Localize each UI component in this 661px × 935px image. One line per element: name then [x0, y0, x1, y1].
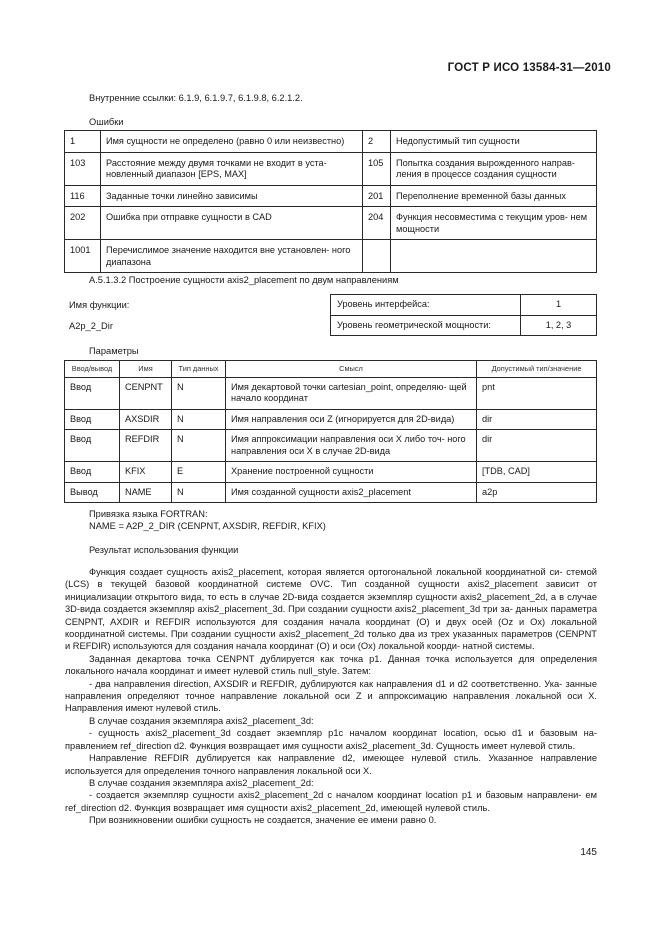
- cell: Имя аппроксимации направления оси X либо точ- ного направления оси X в случае 2D-вида: [226, 430, 477, 462]
- cell: REFDIR: [120, 430, 172, 462]
- paragraph: - создается экземпляр сущности axis2_placement_2d с началом координат location p1 и базовым направлени- ем ref_direction d2. Функция возвращает имя сущности axis2_placement_2d, имеющей нулевой стиль.: [65, 790, 597, 813]
- cell: Имя направления оси Z (игнорируется для 2D-вида): [226, 409, 477, 430]
- error-code: 201: [363, 185, 391, 207]
- col-header: Имя: [120, 361, 172, 378]
- cell: dir: [477, 430, 597, 462]
- error-text: Переполнение временной базы данных: [391, 185, 597, 207]
- error-text: Перечислимое значение находится вне установлен- ного диапазона: [101, 240, 363, 273]
- col-header: Ввод/вывод: [65, 361, 120, 378]
- parameters-table: [64, 360, 597, 503]
- error-text: Ошибка при отправке сущности в CAD: [101, 207, 363, 240]
- table-row: [65, 131, 597, 153]
- cell: [TDB, CAD]: [477, 462, 597, 483]
- error-text: Недопустимый тип сущности: [391, 131, 597, 153]
- cell: Ввод: [65, 462, 120, 483]
- cell: Хранение построенной сущности: [226, 462, 477, 483]
- cell: a2p: [477, 482, 597, 503]
- table-row: [65, 462, 597, 483]
- cell: dir: [477, 409, 597, 430]
- interface-level-table: [330, 294, 597, 336]
- cell: Имя декартовой точки cartesian_point, определяю- щей начало координат: [226, 377, 477, 409]
- errors-heading: Ошибки: [89, 117, 124, 127]
- fortran-code: NAME = A2P_2_DIR (CENPNT, AXSDIR, REFDIR, KFIX): [89, 521, 326, 531]
- table-row: [65, 377, 597, 409]
- cell: N: [172, 430, 226, 462]
- cell: pnt: [477, 377, 597, 409]
- cell: Ввод: [65, 377, 120, 409]
- table-row: [65, 430, 597, 462]
- cell: Ввод: [65, 409, 120, 430]
- paragraph: - сущность axis2_placement_3d создает экземпляр p1c началом координат location, осью d1 и базовым на- правлением ref_direction d2. Функция возвращает имя сущности axis2_placement_3d. Сущность имеет нулевой стиль.: [65, 728, 597, 751]
- geom-level-label: Уровень геометрической мощности:: [331, 315, 521, 336]
- paragraph: В случае создания экземпляра axis2_placement_3d:: [89, 715, 314, 726]
- error-code: 202: [65, 207, 101, 240]
- cell: Имя созданной сущности axis2_placement: [226, 482, 477, 503]
- error-text: Заданные точки линейно зависимы: [101, 185, 363, 207]
- cell: N: [172, 377, 226, 409]
- col-header: Смысл: [226, 361, 477, 378]
- function-name-label: Имя функции:: [69, 300, 130, 310]
- table-row: [65, 207, 597, 240]
- error-code: 2: [363, 131, 391, 153]
- iface-level-value: 1: [521, 295, 597, 316]
- iface-level-label: Уровень интерфейса:: [331, 295, 521, 316]
- error-code: 116: [65, 185, 101, 207]
- cell: AXSDIR: [120, 409, 172, 430]
- cell: NAME: [120, 482, 172, 503]
- table-row: [65, 240, 597, 273]
- col-header: Тип данных: [172, 361, 226, 378]
- page-number: 145: [580, 847, 597, 858]
- error-code: 204: [363, 207, 391, 240]
- paragraph: - два направления direction, AXSDIR и REFDIR, дублируются как направления d1 и d2 соответственно. Ука- занные направления определяют точное направление локальной оси Z и аппроксимацию направления локальной оси X. Направления имеют нулевой стиль.: [65, 678, 597, 714]
- error-code: 1: [65, 131, 101, 153]
- section-heading: А.5.1.3.2 Построение сущности axis2_placement по двум направлениям: [89, 275, 399, 285]
- cell: Вывод: [65, 482, 120, 503]
- table-row: [65, 185, 597, 207]
- standard-number: ГОСТ Р ИСО 13584-31—2010: [447, 62, 611, 74]
- result-body: [65, 566, 597, 827]
- error-code: 105: [363, 152, 391, 185]
- table-row: [65, 409, 597, 430]
- table-row: [65, 152, 597, 185]
- cell: N: [172, 482, 226, 503]
- error-code: [363, 240, 391, 273]
- table-header-row: [65, 361, 597, 378]
- cell: N: [172, 409, 226, 430]
- table-row: [331, 315, 597, 336]
- cell: KFIX: [120, 462, 172, 483]
- errors-table: [64, 130, 597, 273]
- cell: E: [172, 462, 226, 483]
- geom-level-value: 1, 2, 3: [521, 315, 597, 336]
- table-row: [65, 482, 597, 503]
- table-row: [331, 295, 597, 316]
- error-text: Попытка создания вырожденного направ- ления в процессе создания сущности: [391, 152, 597, 185]
- error-text: [391, 240, 597, 273]
- function-name-value: A2p_2_Dir: [69, 321, 113, 331]
- result-heading: Результат использования функции: [89, 545, 239, 555]
- paragraph: Функция создает сущность axis2_placement, которая является ортогональной локальной координатной си- стемой (LCS) в текущей базовой координатной системе OVC. Тип созданной сущности axis2_placement зависит от инициализации открытого вида, то есть в случае 2D-вида создается экземпляр сущности axis2_placement_2d, а в случае 3D-вида создается экземпляр axis2_placement_3d. При создании сущности axis2_placement_3d три за- данных параметра CENPNT, AXDIR и REFDIR используются для создания начала координат (O) и двух осей (Oz и Ox) локальной координатной системы. При создании сущности axis2_placement_2d только два из трех указанных параметров (CENPNT и REFDIR) используются для создания начала координат (O) и оси (Ox) локальной коорди- натной системы.: [65, 567, 597, 652]
- error-text: Имя сущности не определено (равно 0 или неизвестно): [101, 131, 363, 153]
- paragraph: При возникновении ошибки сущность не создается, значение ее имени равно 0.: [89, 815, 437, 826]
- error-code: 103: [65, 152, 101, 185]
- paragraph: Заданная декартова точка CENPNT дублируется как точка p1. Данная точка используется для определения локального начала координат и имеет нулевой стиль null_style. Затем:: [65, 653, 597, 677]
- col-header: Допустимый тип/значение: [477, 361, 597, 378]
- error-code: 1001: [65, 240, 101, 273]
- error-text: Расстояние между двумя точками не входит в уста- новленный диапазон [EPS, MAX]: [101, 152, 363, 185]
- params-heading: Параметры: [89, 346, 139, 356]
- error-text: Функция несовместима с текущим уров- нем мощности: [391, 207, 597, 240]
- internal-references: Внутренние ссылки: 6.1.9, 6.1.9.7, 6.1.9.8, 6.2.1.2.: [89, 93, 303, 103]
- cell: CENPNT: [120, 377, 172, 409]
- fortran-label: Привязка языка FORTRAN:: [89, 509, 208, 519]
- paragraph: Направление REFDIR дублируется как направление d2, имеющее нулевой стиль. Указанное направление используется для определения точного направления локальной оси X.: [65, 753, 597, 776]
- paragraph: В случае создания экземпляра axis2_placement_2d:: [89, 777, 314, 788]
- cell: Ввод: [65, 430, 120, 462]
